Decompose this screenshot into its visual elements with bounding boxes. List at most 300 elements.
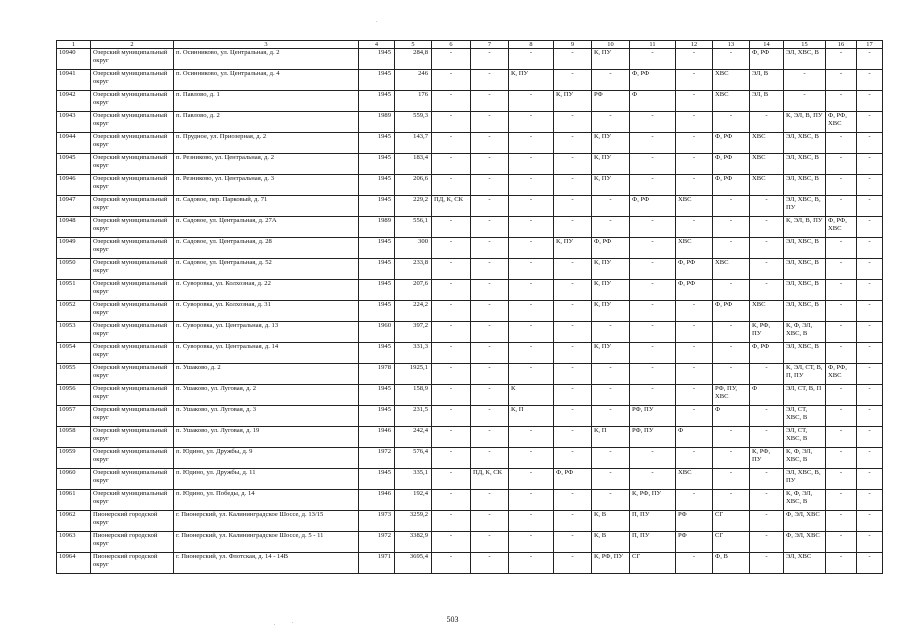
table-cell: - [630, 301, 676, 322]
table-cell: - [554, 301, 592, 322]
table-cell: 1945 [359, 301, 395, 322]
table-cell: ХВС [676, 469, 713, 490]
table-cell: - [676, 385, 713, 406]
table-cell: - [432, 364, 471, 385]
table-cell: - [857, 91, 883, 112]
table-cell: Ф [676, 427, 713, 448]
table-cell: - [509, 301, 554, 322]
table-cell: - [471, 406, 509, 427]
table-cell: 10947 [57, 196, 91, 217]
table-cell: - [826, 133, 857, 154]
table-cell: - [471, 553, 509, 574]
table-cell: - [554, 175, 592, 196]
table-cell: - [509, 532, 554, 553]
table-cell: Озерский муниципальный округ [91, 196, 174, 217]
table-cell: Озерский муниципальный округ [91, 490, 174, 511]
table-cell: ЭЛ, В [750, 91, 784, 112]
table-cell: - [509, 469, 554, 490]
table-cell: - [471, 280, 509, 301]
table-cell: К, ПУ [592, 259, 630, 280]
table-cell: - [630, 154, 676, 175]
table-cell: - [554, 196, 592, 217]
table-cell: - [857, 154, 883, 175]
table-row [57, 112, 883, 133]
table-cell: - [471, 112, 509, 133]
column-number-cell: 14 [750, 41, 784, 49]
table-cell: Ф, РФ [713, 175, 750, 196]
table-row [57, 133, 883, 154]
column-number-cell: 17 [857, 41, 883, 49]
table-row [57, 322, 883, 343]
table-cell: - [509, 343, 554, 364]
table-cell: 1945 [359, 154, 395, 175]
table-cell: - [713, 427, 750, 448]
table-cell: - [713, 196, 750, 217]
table-cell: ЭЛ, В [750, 70, 784, 91]
table-cell: - [509, 427, 554, 448]
table-cell: - [592, 196, 630, 217]
table-cell: - [857, 259, 883, 280]
table-cell: - [630, 112, 676, 133]
table-cell: - [676, 154, 713, 175]
column-number-cell: 15 [784, 41, 826, 49]
table-cell: ЭЛ, СТ, ХВС, В [784, 406, 826, 427]
table-cell: Озерский муниципальный округ [91, 112, 174, 133]
table-cell: - [471, 322, 509, 343]
column-number-cell: 11 [630, 41, 676, 49]
table-cell: 397,2 [395, 322, 432, 343]
table-cell: - [471, 301, 509, 322]
table-cell: - [713, 280, 750, 301]
table-cell: РФ [676, 511, 713, 532]
table-cell: 10945 [57, 154, 91, 175]
table-cell: - [713, 490, 750, 511]
table-cell: 1945 [359, 49, 395, 70]
table-cell: 1945 [359, 175, 395, 196]
table-cell: 1971 [359, 553, 395, 574]
table-cell: 284,8 [395, 49, 432, 70]
table-cell: - [432, 70, 471, 91]
table-cell: - [554, 322, 592, 343]
table-cell: - [826, 490, 857, 511]
table-cell: - [713, 49, 750, 70]
table-cell: 10951 [57, 280, 91, 301]
table-cell: г. Пионерский, ул. Калининградское Шоссе, д. 13/15 [174, 511, 359, 532]
table-cell: - [750, 364, 784, 385]
table-cell: Ф, РФ, ХВС [826, 112, 857, 133]
table-cell: К, ЭЛ, В, ПУ [784, 112, 826, 133]
table-cell: Ф, РФ [630, 196, 676, 217]
table-cell: - [630, 322, 676, 343]
table-cell: 143,7 [395, 133, 432, 154]
table-cell: - [554, 70, 592, 91]
table-row [57, 154, 883, 175]
table-cell: - [857, 469, 883, 490]
table-cell: - [826, 427, 857, 448]
table-cell: СГ [713, 511, 750, 532]
table-cell: Озерский муниципальный округ [91, 301, 174, 322]
table-cell: К, ПУ [509, 70, 554, 91]
table-cell: 1946 [359, 427, 395, 448]
table-cell: п. Суворовка, ул. Центральная, д. 14 [174, 343, 359, 364]
table-cell: Ф, РФ [554, 469, 592, 490]
table-cell: - [857, 532, 883, 553]
table-cell: 1945 [359, 259, 395, 280]
table-cell: - [750, 196, 784, 217]
table-cell: СГ [713, 532, 750, 553]
table-row [57, 175, 883, 196]
table-cell: 1945 [359, 91, 395, 112]
table-cell: - [592, 448, 630, 469]
table-cell: - [630, 259, 676, 280]
table-cell: ЭЛ, ХВС, В [784, 343, 826, 364]
table-cell: - [592, 112, 630, 133]
table-cell: п. Садовое, ул. Центральная, д. 28 [174, 238, 359, 259]
table-cell: - [630, 217, 676, 238]
table-cell: - [592, 406, 630, 427]
table-cell: Озерский муниципальный округ [91, 448, 174, 469]
table-cell: Ф, РФ [676, 280, 713, 301]
table-cell: - [713, 343, 750, 364]
table-cell: ЭЛ, СТ, ХВС, В [784, 427, 826, 448]
table-cell: - [750, 532, 784, 553]
table-cell: - [826, 322, 857, 343]
table-cell: - [471, 217, 509, 238]
table-cell: Ф, ЭЛ, ХВС [784, 532, 826, 553]
table-cell: К, ПУ [554, 91, 592, 112]
table-cell: - [592, 385, 630, 406]
table-cell: Ф, РФ [676, 259, 713, 280]
table-cell: 242,4 [395, 427, 432, 448]
table-cell: Ф [630, 91, 676, 112]
table-cell: - [592, 217, 630, 238]
table-cell: 1925,1 [395, 364, 432, 385]
table-cell: - [554, 364, 592, 385]
table-cell: - [471, 511, 509, 532]
table-cell: - [857, 112, 883, 133]
table-cell: 1989 [359, 217, 395, 238]
table-cell: Пионерский городской округ [91, 553, 174, 574]
table-cell: РФ [676, 532, 713, 553]
table-cell: - [857, 364, 883, 385]
table-row [57, 301, 883, 322]
table-cell: - [554, 427, 592, 448]
table-cell: Ф, РФ [713, 133, 750, 154]
table-cell: - [592, 364, 630, 385]
table-cell: Озерский муниципальный округ [91, 175, 174, 196]
table-cell: - [509, 49, 554, 70]
table-cell: - [857, 448, 883, 469]
table-cell: 10942 [57, 91, 91, 112]
table-cell: 10955 [57, 364, 91, 385]
table-cell: К, Ф, ЭЛ, ХВС, В [784, 448, 826, 469]
table-cell: - [676, 322, 713, 343]
table-cell: - [676, 490, 713, 511]
table-cell: - [857, 175, 883, 196]
table-cell: - [471, 343, 509, 364]
table-cell: К, ПУ [592, 133, 630, 154]
scan-speck: . [292, 619, 294, 625]
table-cell: - [554, 511, 592, 532]
table-cell: - [630, 385, 676, 406]
table-cell: - [857, 49, 883, 70]
table-cell: 3259,2 [395, 511, 432, 532]
table-cell: Ф, РФ [592, 238, 630, 259]
table-cell: П, ПУ [630, 532, 676, 553]
table-cell: Ф, РФ, ХВС [826, 364, 857, 385]
table-cell: - [857, 427, 883, 448]
table-cell: - [713, 364, 750, 385]
table-cell: 10960 [57, 469, 91, 490]
table-cell: 1945 [359, 238, 395, 259]
table-cell: - [676, 343, 713, 364]
table-cell: 224,2 [395, 301, 432, 322]
header-row [57, 41, 883, 49]
table-cell: К, П [592, 427, 630, 448]
table-cell: - [432, 511, 471, 532]
table-cell: - [630, 364, 676, 385]
table-cell: п. Осинниково, ул. Центральная, д. 2 [174, 49, 359, 70]
table-cell: ХВС [713, 91, 750, 112]
table-cell: п. Ушаково, д. 2 [174, 364, 359, 385]
table-cell: - [713, 322, 750, 343]
table-cell: 10964 [57, 553, 91, 574]
table-cell: 1945 [359, 280, 395, 301]
table-row [57, 217, 883, 238]
table-cell: К, ПУ [592, 343, 630, 364]
table-cell: Ф, РФ [713, 154, 750, 175]
table-cell: ЭЛ, ХВС, В, ПУ [784, 196, 826, 217]
register-table-container [56, 40, 882, 574]
table-cell: - [554, 49, 592, 70]
table-cell: - [826, 511, 857, 532]
table-cell: - [432, 301, 471, 322]
table-cell: К, ПУ [592, 49, 630, 70]
table-cell: ХВС [676, 238, 713, 259]
table-cell: - [857, 553, 883, 574]
table-cell: - [509, 490, 554, 511]
table-cell: п. Садовое, ул. Центральная, д. 27А [174, 217, 359, 238]
table-cell: - [713, 112, 750, 133]
table-cell: г. Пионерский, ул. Калининградское Шоссе, д. 5 - 11 [174, 532, 359, 553]
table-cell: - [857, 70, 883, 91]
table-cell: - [630, 238, 676, 259]
table-cell: п. Осинниково, ул. Центральная, д. 4 [174, 70, 359, 91]
table-row [57, 364, 883, 385]
table-cell: - [676, 364, 713, 385]
table-cell: п. Суворовка, ул. Центральная, д. 13 [174, 322, 359, 343]
table-cell: П, ПУ [630, 511, 676, 532]
table-cell: К, ПУ [554, 238, 592, 259]
table-cell: ЭЛ, ХВС, В [784, 259, 826, 280]
table-cell: 1972 [359, 448, 395, 469]
table-cell: Озерский муниципальный округ [91, 427, 174, 448]
table-cell: Ф, ЭЛ, ХВС [784, 511, 826, 532]
table-cell: 1945 [359, 406, 395, 427]
table-cell: К, ПУ [592, 175, 630, 196]
table-row [57, 70, 883, 91]
table-cell: 10941 [57, 70, 91, 91]
table-cell: - [750, 469, 784, 490]
table-cell: К, РФ, ПУ [750, 322, 784, 343]
table-cell: - [554, 280, 592, 301]
table-cell: - [432, 427, 471, 448]
table-cell: К, РФ, ПУ [750, 448, 784, 469]
table-cell: Ф, РФ [630, 70, 676, 91]
table-cell: п. Ушаково, ул. Луговая, д. 3 [174, 406, 359, 427]
table-cell: К, ПУ [592, 154, 630, 175]
table-cell: Озерский муниципальный округ [91, 49, 174, 70]
table-cell: - [509, 112, 554, 133]
table-cell: - [554, 154, 592, 175]
table-cell: - [676, 553, 713, 574]
table-cell: - [432, 406, 471, 427]
table-cell: - [630, 343, 676, 364]
table-cell: 10961 [57, 490, 91, 511]
table-cell: - [676, 301, 713, 322]
table-cell: - [592, 490, 630, 511]
table-cell: ХВС [750, 154, 784, 175]
table-cell: 1945 [359, 343, 395, 364]
table-cell: - [432, 385, 471, 406]
table-cell: - [509, 553, 554, 574]
table-cell: 10962 [57, 511, 91, 532]
table-cell: ПД, К, СК [432, 196, 471, 217]
table-cell: - [471, 238, 509, 259]
table-cell: - [826, 385, 857, 406]
table-cell: - [826, 238, 857, 259]
table-cell: - [432, 490, 471, 511]
table-cell: Ф, В [713, 553, 750, 574]
table-cell: - [554, 217, 592, 238]
table-cell: - [857, 217, 883, 238]
table-cell: Озерский муниципальный округ [91, 280, 174, 301]
table-cell: - [509, 133, 554, 154]
table-cell: - [750, 280, 784, 301]
table-cell: Ф, РФ [750, 343, 784, 364]
table-cell: К [509, 385, 554, 406]
table-cell: - [750, 238, 784, 259]
table-cell: 158,9 [395, 385, 432, 406]
table-cell: - [784, 70, 826, 91]
table-cell: 1945 [359, 469, 395, 490]
table-cell: - [509, 238, 554, 259]
table-cell: ХВС [713, 259, 750, 280]
table-cell: ПД, К, СК [471, 469, 509, 490]
table-cell: - [750, 511, 784, 532]
table-cell: РФ [592, 91, 630, 112]
table-cell: - [554, 385, 592, 406]
table-cell: 246 [395, 70, 432, 91]
table-cell: - [471, 385, 509, 406]
table-cell: - [509, 448, 554, 469]
table-cell: 335,1 [395, 469, 432, 490]
table-cell: - [676, 70, 713, 91]
table-cell: 10946 [57, 175, 91, 196]
table-cell: 10943 [57, 112, 91, 133]
table-cell: - [432, 112, 471, 133]
table-cell: 300 [395, 238, 432, 259]
table-cell: - [509, 364, 554, 385]
table-cell: - [471, 532, 509, 553]
table-cell: - [432, 553, 471, 574]
table-cell: - [554, 448, 592, 469]
table-cell: - [630, 280, 676, 301]
table-cell: 3695,4 [395, 553, 432, 574]
table-cell: - [509, 511, 554, 532]
table-cell: - [432, 154, 471, 175]
table-cell: - [471, 364, 509, 385]
table-cell: Озерский муниципальный округ [91, 469, 174, 490]
table-cell: - [826, 553, 857, 574]
column-number-cell: 4 [359, 41, 395, 49]
table-cell: - [432, 259, 471, 280]
table-cell: - [592, 322, 630, 343]
table-cell: - [471, 70, 509, 91]
table-cell: 1945 [359, 196, 395, 217]
table-cell: - [826, 532, 857, 553]
table-cell: - [554, 112, 592, 133]
table-cell: 10949 [57, 238, 91, 259]
table-cell: Ф, РФ, ХВС [826, 217, 857, 238]
table-cell: 3382,9 [395, 532, 432, 553]
table-cell: ЭЛ, СТ, В, П [784, 385, 826, 406]
table-cell: - [432, 448, 471, 469]
table-cell: - [554, 133, 592, 154]
table-cell: 1960 [359, 322, 395, 343]
table-cell: Озерский муниципальный округ [91, 259, 174, 280]
table-cell: 559,3 [395, 112, 432, 133]
table-cell: - [554, 490, 592, 511]
table-cell: ЭЛ, ХВС, В, ПУ [784, 469, 826, 490]
table-cell: - [750, 427, 784, 448]
table-cell: - [676, 448, 713, 469]
table-cell: - [432, 49, 471, 70]
table-cell: п. Резниково, ул. Центральная, д. 3 [174, 175, 359, 196]
table-cell: К, РФ, ПУ [630, 490, 676, 511]
table-row [57, 259, 883, 280]
scan-speck: . [376, 18, 378, 24]
table-cell: - [432, 238, 471, 259]
table-cell: 207,6 [395, 280, 432, 301]
table-cell: ЭЛ, ХВС, В [784, 154, 826, 175]
table-cell: Ф [750, 385, 784, 406]
table-cell: - [713, 448, 750, 469]
table-cell: - [857, 322, 883, 343]
table-cell: 10953 [57, 322, 91, 343]
column-number-cell: 16 [826, 41, 857, 49]
table-cell: п. Ушаково, ул. Луговая, д. 2 [174, 385, 359, 406]
table-cell: 10957 [57, 406, 91, 427]
table-cell: - [676, 112, 713, 133]
table-cell: - [509, 196, 554, 217]
housing-register-table [56, 40, 883, 574]
table-cell: К, ЭЛ, СТ, В, П, ПУ [784, 364, 826, 385]
table-cell: 233,8 [395, 259, 432, 280]
table-cell: - [509, 175, 554, 196]
table-cell: 1972 [359, 532, 395, 553]
table-cell: п. Резниково, ул. Центральная, д. 2 [174, 154, 359, 175]
table-cell: 1945 [359, 385, 395, 406]
table-cell: ЭЛ, ХВС, В [784, 280, 826, 301]
table-cell: - [713, 469, 750, 490]
table-cell: Пионерский городской округ [91, 532, 174, 553]
table-cell: Озерский муниципальный округ [91, 238, 174, 259]
table-cell: - [509, 217, 554, 238]
table-cell: - [676, 217, 713, 238]
column-number-cell: 9 [554, 41, 592, 49]
table-cell: - [750, 217, 784, 238]
